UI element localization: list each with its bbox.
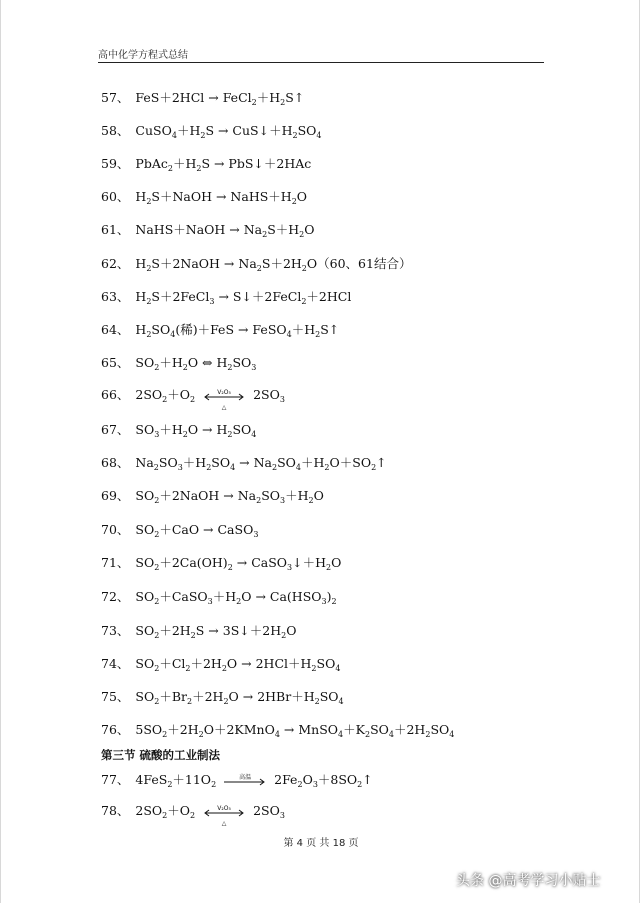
equation-text: $SO_2+Cl_2+2H_2O \to 2HCl+H_2SO_4$ <box>135 656 341 673</box>
equation-text: $H_2S+2FeCl_3$ → S↓＋2FeCl$_2$＋2HCl <box>135 289 352 306</box>
equation-row <box>101 189 307 205</box>
equation-number: 64、 <box>101 322 130 337</box>
header-rule <box>98 62 544 63</box>
equation-number: 60、 <box>101 189 130 204</box>
equation-number: 71、 <box>101 555 130 570</box>
reaction-condition-arrow <box>201 804 247 827</box>
equation-text: $H_2S+2NaOH \to Na_2S+2H_2O(60$、61结合） <box>135 256 412 273</box>
equation-row <box>101 803 285 827</box>
equation-text: $FeS+2HCl \to FeCl_2+H_2S↑$ <box>135 90 305 107</box>
equation-row <box>101 488 324 504</box>
equation-number: 74、 <box>101 656 130 671</box>
equation-text: $H_2S+NaOH$ → $NaHS+H_2O$ <box>135 189 308 206</box>
equation-number: 70、 <box>101 522 130 537</box>
equation-row <box>101 689 344 705</box>
section-title: 第三节 硫酸的工业制法 <box>101 748 221 762</box>
equation-text: $Na_2SO_3+H_2SO_4$ → $Na_2SO_4+H_2O+SO_2↑$ <box>135 455 387 472</box>
equation-number: 77、 <box>101 772 130 787</box>
equation-number: 75、 <box>101 689 130 704</box>
condition-top-label: 高温 <box>239 773 252 781</box>
equation-row <box>101 322 339 338</box>
page-header: 高中化学方程式总结 <box>98 50 188 61</box>
equation-text: $H_2SO_4$(稀)$+FeS \to FeSO_4+H_2S↑$ <box>135 322 340 339</box>
equation-number: 61、 <box>101 222 130 237</box>
equation-text: $SO_2+CaO$ → CaSO$_3$ <box>135 522 259 539</box>
equation-row <box>101 387 285 411</box>
equation-text: $SO_3+H_2O \to H_2SO_4$ <box>135 422 257 439</box>
equation-row <box>101 722 454 738</box>
equation-number: 73、 <box>101 623 130 638</box>
equation-text: $2SO_2+O_2$ V₂O₅ △ $2SO_3$ <box>135 387 285 402</box>
equation-row <box>101 772 373 788</box>
equation-row <box>101 455 387 471</box>
reaction-condition-arrow <box>222 774 268 788</box>
equation-row <box>101 589 337 605</box>
equation-number: 59、 <box>101 156 130 171</box>
equation-text: $4FeS_2+11O_2$ 高温 $2Fe_2O_3+8SO_2↑$ <box>135 772 372 787</box>
equation-text: $SO_2+2H_2S$ → $3S↓+2H_2O$ <box>135 623 297 640</box>
equation-number: 63、 <box>101 289 130 304</box>
equation-number: 72、 <box>101 589 130 604</box>
equation-text: $SO_2+CaSO_3+H_2O \to Ca(HSO_3)_2$ <box>135 589 337 606</box>
equation-number: 69、 <box>101 488 130 503</box>
equation-row <box>101 90 304 106</box>
equation-number: 68、 <box>101 455 130 470</box>
reaction-condition-arrow <box>201 388 247 411</box>
equation-number: 66、 <box>101 387 130 402</box>
equation-text: $SO_2+H_2O$ ⇔ $H_2SO_3$ <box>135 355 257 372</box>
equation-number: 78、 <box>101 803 130 818</box>
equation-row <box>101 222 315 238</box>
page-footer: 第 4 页 共 18 页 <box>283 838 359 849</box>
equation-text: $SO_2+Br_2+2H_2O \to 2HBr+H_2SO_4$ <box>135 689 344 706</box>
equation-row <box>101 289 351 305</box>
equation-number: 62、 <box>101 256 130 271</box>
condition-top-label: V₂O₅ <box>217 388 231 396</box>
equation-number: 58、 <box>101 123 130 138</box>
equation-text: $SO_2+2NaOH \to Na_2SO_3+H_2O$ <box>135 488 324 505</box>
equation-row <box>101 156 311 172</box>
equation-text: $PbAc_2+H_2S$ → PbS↓＋2HAc <box>135 156 312 173</box>
equation-row <box>101 656 340 672</box>
equation-row <box>101 256 411 272</box>
equation-number: 76、 <box>101 722 130 737</box>
equation-number: 65、 <box>101 355 130 370</box>
equation-row <box>101 123 321 139</box>
equation-row <box>101 522 258 538</box>
equation-number: 67、 <box>101 422 130 437</box>
condition-bottom-label: △ <box>221 403 227 411</box>
equation-text: $2SO_2+O_2$ V₂O₅ △ $2SO_3$ <box>135 803 285 818</box>
equation-text: $CuSO_4+H_2S$ → $CuS↓+H_2SO_4$ <box>135 123 322 140</box>
equation-row <box>101 555 341 571</box>
condition-top-label: V₂O₅ <box>217 804 231 812</box>
arrow-icon <box>222 778 268 786</box>
equation-row <box>101 623 296 639</box>
watermark: 头条 @高考学习小贴士 <box>456 873 601 889</box>
equation-text: NaHS＋NaOH → $Na_2S+H_2O$ <box>135 222 315 239</box>
equation-row <box>101 422 256 438</box>
equation-row <box>101 355 256 371</box>
equation-number: 57、 <box>101 90 130 105</box>
condition-bottom-label: △ <box>221 819 227 827</box>
equation-text: $SO_2+2Ca(OH)_2$ → $CaSO_3↓+H_2O$ <box>135 555 342 572</box>
equation-text: $5SO_2+2H_2O+2KMnO_4$ → $MnSO_4+K_2SO_4+2H_2SO_4$ <box>135 722 455 739</box>
